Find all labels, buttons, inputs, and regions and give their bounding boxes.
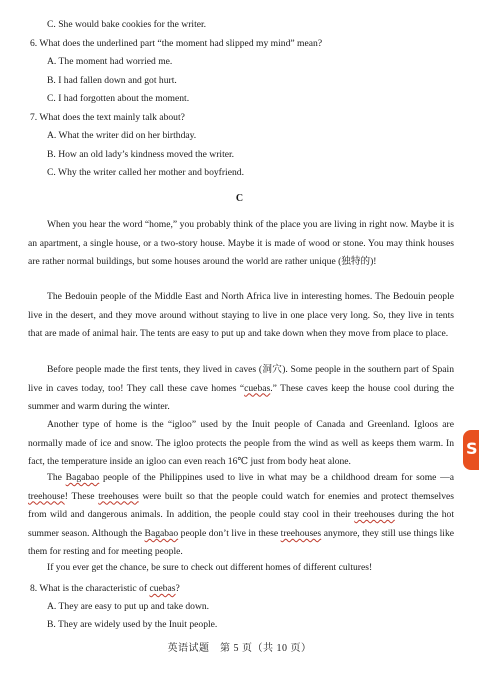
question-6: 6. What does the underlined part “the moment had slipped my mind” mean? <box>30 38 323 49</box>
question-8: 8. What is the characteristic of cuebas? <box>30 583 180 594</box>
q6-option-a: A. The moment had worried me. <box>47 56 173 67</box>
q7-option-a: A. What the writer did on her birthday. <box>47 130 197 141</box>
paragraph-2: The Bedouin people of the Middle East and North Africa live in interesting homes. The Bedouin people live in the desert, and they move around without staying to live in one place very long. So, they live in tents that are made of animal hair. The tents are easy to put up and take down when they move from place to place. <box>28 291 454 340</box>
q8-option-a: A. They are easy to put up and take down. <box>47 601 210 612</box>
side-logo-tab[interactable] <box>463 430 479 470</box>
q5-option-c: C. She would bake cookies for the writer. <box>47 19 207 30</box>
q7-option-b: B. How an old lady’s kindness moved the writer. <box>47 149 235 160</box>
paragraph-6: If you ever get the chance, be sure to check out different homes of different cultures! <box>47 562 373 573</box>
logo-s-icon: S <box>466 439 478 458</box>
paragraph-3: Before people made the first tents, they lived in caves (洞穴). Some people in the southern part of Spain live in caves today, too! They call these cave homes “cuebas.” These caves keep the house cool during the summer and warm during the winter. <box>28 364 454 413</box>
underlined-word: Bagabao <box>144 527 179 539</box>
q7-option-c: C. Why the writer called her mother and boyfriend. <box>47 167 244 178</box>
underlined-word: treehouse <box>28 490 65 502</box>
underlined-word: cuebas <box>149 583 176 594</box>
underlined-word: treehouses <box>280 527 322 539</box>
underlined-word: treehouses <box>354 509 395 521</box>
q8-option-b: B. They are widely used by the Inuit people. <box>47 619 218 630</box>
underlined-word: treehouses <box>98 490 139 502</box>
paragraph-4: Another type of home is the “igloo” used by the Inuit people of Canada and Greenland. Igloos are normally made of ice and snow. The igloo protects the people from the wind as well as keeps them warm. In fact, the temperature inside an igloo can even reach 16℃ just from body heat alone. <box>28 419 454 468</box>
q6-option-c: C. I had forgotten about the moment. <box>47 93 190 104</box>
underlined-word: Bagabao <box>65 472 100 483</box>
question-7: 7. What does the text mainly talk about? <box>30 112 185 123</box>
paragraph-1: When you hear the word “home,” you probably think of the place you are living in right now. Maybe it is an apartment, a single house, or a two-story house. Maybe it is made of wood or stone. You may think houses are rather normal buildings, but some houses around the world are rather unique (独特的)! <box>28 219 454 268</box>
section-heading-c: C <box>235 193 244 204</box>
paragraph-5: The Bagabao people of the Philippines used to live in what may be a childhood dream for some —a treehouse! These treehouses were built so that the people could watch for enemies and protect themselves from wild and dangerous animals. In addition, the people could stay cool in their treehouses during the hot summer season. Although the Bagabao people don’t live in these treehouses anymore, they still use things like them for resting and for meeting people. <box>28 472 454 558</box>
page-footer: 英语试题 第 5 页（共 10 页） <box>167 643 312 654</box>
underlined-word: cuebas <box>244 382 271 394</box>
q6-option-b: B. I had fallen down and got hurt. <box>47 75 177 86</box>
